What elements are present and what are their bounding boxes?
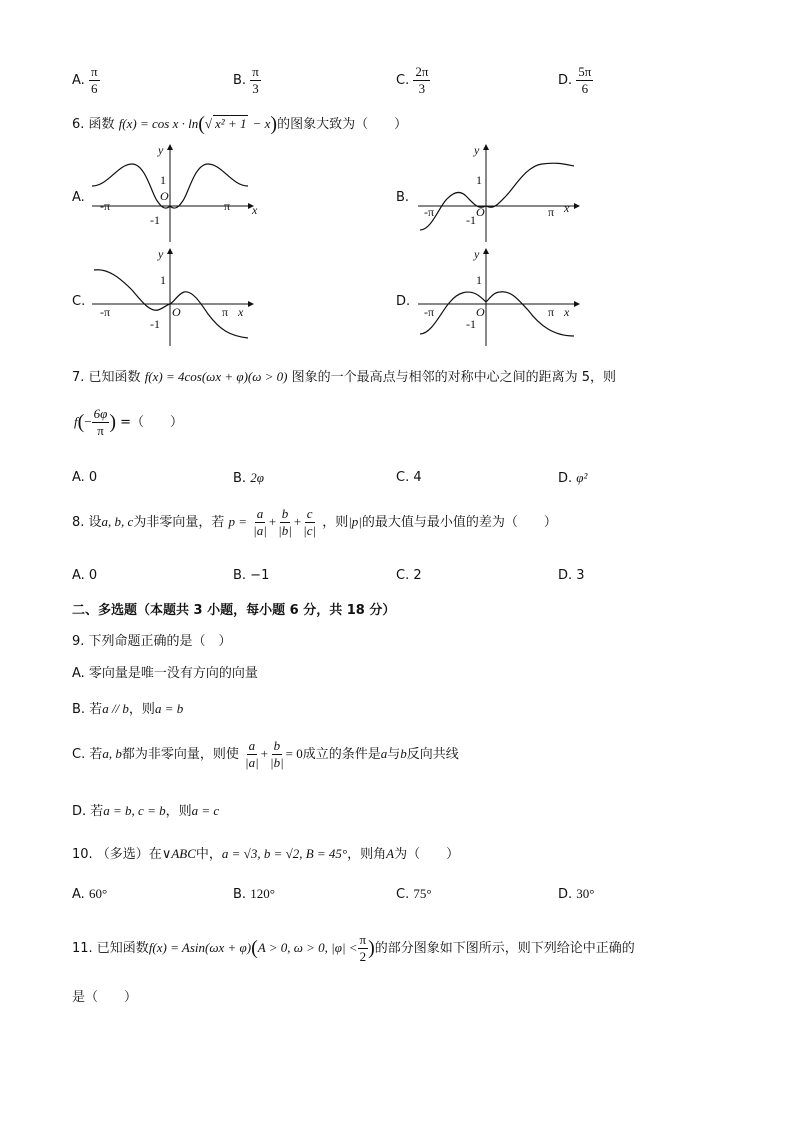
q5-option-b: B. $\frac{\pi}{3}$ [233, 64, 259, 96]
q6-graph-c [88, 246, 258, 350]
q8-frac-c: $\frac{c}{|c|}$ [303, 506, 317, 538]
q8-option-b: B. −1 [233, 568, 270, 583]
x-label: x [564, 305, 570, 319]
origin-label: O [476, 205, 485, 219]
origin-label: O [160, 189, 169, 203]
q6-stem: 6. 函数 f(x) = cos x · ln(√ x² + 1 − x)的图象大致为（ ） [72, 113, 408, 135]
q6-graph-d-label: D. [396, 294, 411, 309]
y-label: y [474, 143, 480, 157]
q8-option-c: C. 2 [396, 568, 422, 583]
tick-neg-pi: -π [100, 305, 111, 319]
y-axis-arrow [483, 248, 489, 254]
q7-option-c: C. 4 [396, 470, 422, 485]
origin-label: O [476, 305, 485, 319]
q6-graph-d [414, 246, 584, 350]
tick-neg-1: -1 [150, 317, 160, 331]
q9-c-frac-b: $\frac{b}{|b|}$ [270, 738, 284, 770]
y-axis-arrow [483, 144, 489, 150]
curve [420, 163, 574, 230]
q11-stem-line-2: 是（ ） [72, 990, 138, 1005]
q9-c-frac-a: $\frac{a}{|a|}$ [245, 738, 259, 770]
q9-option-b: B. 若a // b，则a = b [72, 701, 184, 717]
q6-graph-b-label: B. [396, 190, 410, 205]
x-axis-arrow [248, 301, 254, 307]
q7-option-d: D. φ² [558, 470, 588, 486]
q7-stem: 7. 已知函数 f(x) = 4cos(ωx + φ)(ω > 0) 图象的一个最高点与相邻的对称中心之间的距离为 5，则 [72, 369, 617, 385]
q8-option-d: D. 3 [558, 568, 585, 583]
q10-stem: 10. （多选）在∨ABC中，a = √3, b = √2, B = 45°，则角A为（ ） [72, 846, 460, 862]
q8-frac-b: $\frac{b}{|b|}$ [278, 506, 292, 538]
q9-option-d: D. 若a = b, c = b，则a = c [72, 803, 220, 819]
tick-neg-pi: -π [100, 199, 111, 213]
q7-expression: f(− $\frac{6\varphi}{\pi}$ ) =（ ） [74, 406, 184, 438]
tick-pi: π [222, 305, 229, 319]
y-label: y [474, 247, 480, 261]
x-label: x [252, 203, 258, 217]
x-axis-arrow [574, 203, 580, 209]
tick-pi: π [548, 305, 555, 319]
q11-stem: 11. 已知函数f(x) = Asin(ωx + φ)(A > 0, ω > 0, |φ| < $\frac{\pi}{2}$ )的部分图象如下图所示，则下列给论中正确的 [72, 932, 635, 964]
q10-option-a: A. 60° [72, 886, 108, 902]
q5-option-c: C. $\frac{2\pi}{3}$ [396, 64, 429, 96]
tick-neg-1: -1 [466, 213, 476, 227]
tick-neg-pi: -π [424, 305, 435, 319]
q9-option-a: A. 零向量是唯一没有方向的向量 [72, 666, 258, 681]
q10-option-b: B. 120° [233, 886, 275, 902]
q5-option-b-fraction: $\frac{\pi}{3}$ [252, 64, 259, 96]
q8-stem: 8. 设a, b, c为非零向量，若 p = $\frac{a}{|a|}$ + $\frac{b}{|b|}$ + $\frac{c}{|c|}$ ，则|p|的最大值与最小值的差为（ ） [72, 506, 557, 538]
q8-option-a: A. 0 [72, 568, 98, 583]
q6-graph-a [88, 142, 258, 246]
q6-graph-b [414, 142, 584, 246]
origin-label: O [172, 305, 181, 319]
q5-option-c-fraction: $\frac{2\pi}{3}$ [415, 64, 429, 96]
tick-pi: π [224, 199, 231, 213]
q7-option-a: A. 0 [72, 470, 98, 485]
q5-option-d: D. $\frac{5\pi}{6}$ [558, 64, 592, 96]
q9-option-c: C. 若a, b都为非零向量，则使 $\frac{a}{|a|}$ + $\frac{b}{|b|}$ = 0成立的条件是a与b反向共线 [72, 738, 459, 770]
x-label: x [564, 201, 570, 215]
q11-fraction: $\frac{\pi}{2}$ [359, 932, 367, 964]
x-axis-arrow [574, 301, 580, 307]
tick-1: 1 [160, 173, 166, 187]
section-2-heading: 二、多选题（本题共 3 小题，每小题 6 分，共 18 分） [72, 603, 396, 618]
q10-option-c: C. 75° [396, 886, 432, 902]
q9-stem: 9. 下列命题正确的是（ ） [72, 634, 232, 649]
y-axis-arrow [167, 248, 173, 254]
x-label: x [238, 305, 244, 319]
y-label: y [158, 143, 164, 157]
q5-option-a-fraction: $\frac{\pi}{6}$ [90, 64, 98, 96]
tick-neg-pi: -π [424, 205, 435, 219]
q8-frac-a: $\frac{a}{|a|}$ [253, 506, 267, 538]
q5-option-a: A. $\frac{\pi}{6}$ [72, 64, 98, 96]
tick-neg-1: -1 [466, 317, 476, 331]
q5-option-d-fraction: $\frac{5\pi}{6}$ [578, 64, 592, 96]
q6-graph-c-label: C. [72, 294, 86, 309]
y-label: y [158, 247, 164, 261]
q10-option-d: D. 30° [558, 886, 595, 902]
q6-graph-a-label: A. [72, 190, 85, 205]
tick-1: 1 [476, 173, 482, 187]
y-axis-arrow [167, 144, 173, 150]
tick-1: 1 [476, 273, 482, 287]
q7-option-b: B. 2φ [233, 470, 264, 486]
tick-neg-1: -1 [150, 213, 160, 227]
tick-1: 1 [160, 273, 166, 287]
q7-fraction: $\frac{6\varphi}{\pi}$ [93, 406, 108, 438]
tick-pi: π [548, 205, 555, 219]
